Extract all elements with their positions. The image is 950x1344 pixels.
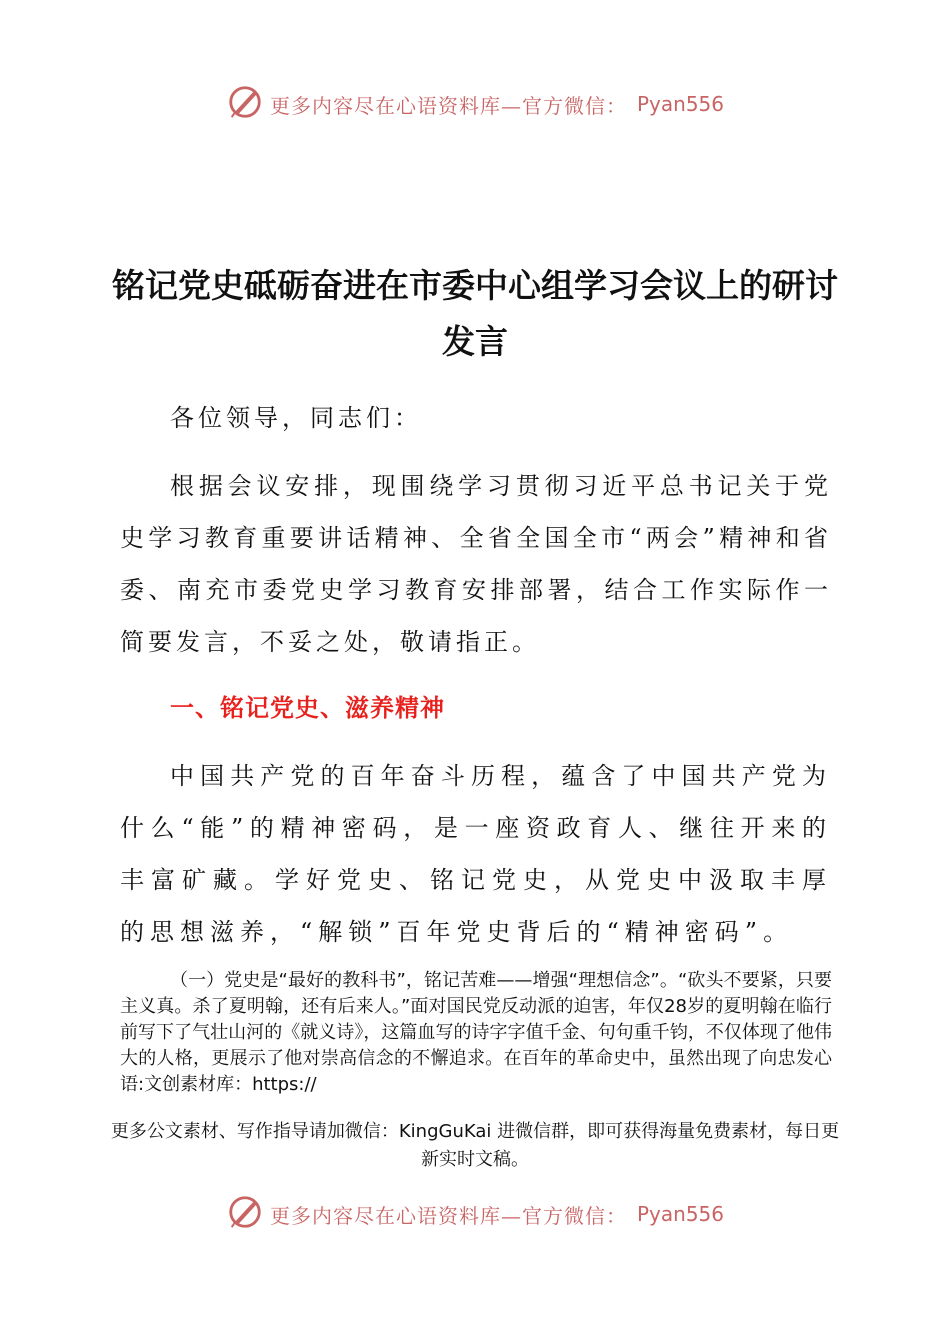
footer-note: 更多公文素材、写作指导请加微信：KingGuKai 进微信群，即可获得海量免费素材，每日更新实时文稿。 xyxy=(110,1121,840,1170)
subsection-paragraph: （一）党史是“最好的教科书”，铭记苦难——增强“理想信念”。“砍头不要紧，只要主义真。杀了夏明翰，还有后来人。”面对国民党反动派的迫害，年仅28岁的夏明翰在临行前写下了气壮山河的《就义诗》，这篇血写的诗字字值千金、句句重千钧，不仅体现了他伟大的人格，更展示了他对崇高信念的不懈追求。在百年的革命史中，虽然出现了向忠发心语:文创素材库：https:// xyxy=(120,970,832,1095)
watermark-wechat-id: Pyan556 xyxy=(636,1202,724,1226)
intro-paragraph: 根据会议安排，现围绕学习贯彻习近平总书记关于党史学习教育重要讲话精神、全省全国全市“两会”精神和省委、南充市委党史学习教育安排部署，结合工作实际作一简要发言，不妥之处，敬请指正。 xyxy=(120,472,832,656)
quill-pen-icon xyxy=(226,1193,264,1235)
watermark-wechat-id: Pyan556 xyxy=(636,92,724,116)
section-heading: 一、铭记党史、滋养精神 xyxy=(170,694,445,722)
greeting: 各位领导，同志们： xyxy=(170,404,422,432)
watermark-text: 更多内容尽在心语资料库—官方微信： xyxy=(269,93,627,118)
section-body-paragraph: 中国共产党的百年奋斗历程，蕴含了中国共产党为什么“能”的精神密码，是一座资政育人、继往开来的丰富矿藏。学好党史、铭记党史，从党史中汲取丰厚的思想滋养，“解锁”百年党史背后的“精神密码”。 xyxy=(120,762,832,946)
quill-pen-icon xyxy=(226,83,264,125)
watermark-text: 更多内容尽在心语资料库—官方微信： xyxy=(269,1203,627,1228)
watermark-header xyxy=(0,84,950,124)
document-title: 铭记党史砥砺奋进在市委中心组学习会议上的研讨发言 xyxy=(112,266,838,361)
watermark-footer xyxy=(0,1194,950,1234)
